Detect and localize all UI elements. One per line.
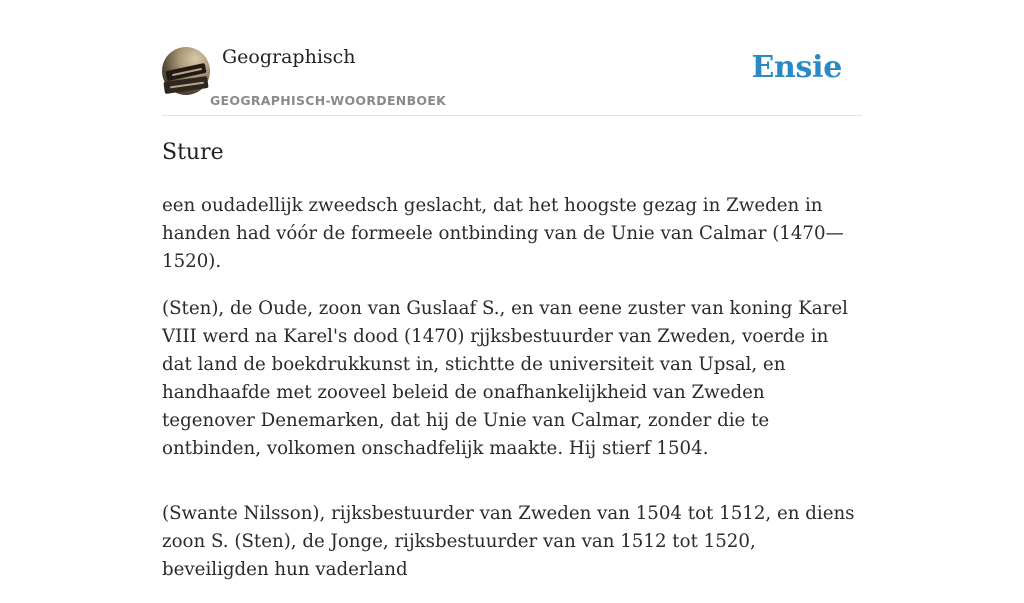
publication-slug-link[interactable]: GEOGRAPHISCH-WOORDENBOEK	[210, 93, 447, 108]
article-paragraph: (Sten), de Oude, zoon van Guslaaf S., en van eene zuster van koning Karel VIII werd na Karel's dood (1470) rjjksbestuurder van Zweden, voerde in dat land de boekdrukkunst in, stichtte de universiteit van Upsal, en handhaafde met zooveel beleid de onafhankelijkheid van Zweden tegenover Denemarken, dat hij de Unie van Calmar, zonder die te ontbinden, volkomen onschadfelijk maakte. Hij stierf 1504.	[162, 298, 848, 459]
publication-header	[162, 0, 862, 116]
brand-logo-link[interactable]: Ensie	[751, 50, 842, 85]
article-paragraph: een oudadellijk zweedsch geslacht, dat het hoogste gezag in Zweden in handen had vóór de formeele ontbinding van de Unie van Calmar (1470—1520).	[162, 195, 844, 272]
article-body	[162, 192, 862, 603]
article-paragraph: (Swante Nilsson), rijksbestuurder van Zweden van 1504 tot 1512, en diens zoon S. (Sten), de Jonge, rijksbestuurder van van 1512 tot 1520, beveiligden hun vaderland	[162, 503, 855, 580]
article-container	[162, 0, 862, 580]
publication-avatar[interactable]	[162, 47, 210, 95]
article-title: Sture	[162, 140, 224, 165]
publication-name-link[interactable]: Geographisch	[222, 46, 356, 68]
